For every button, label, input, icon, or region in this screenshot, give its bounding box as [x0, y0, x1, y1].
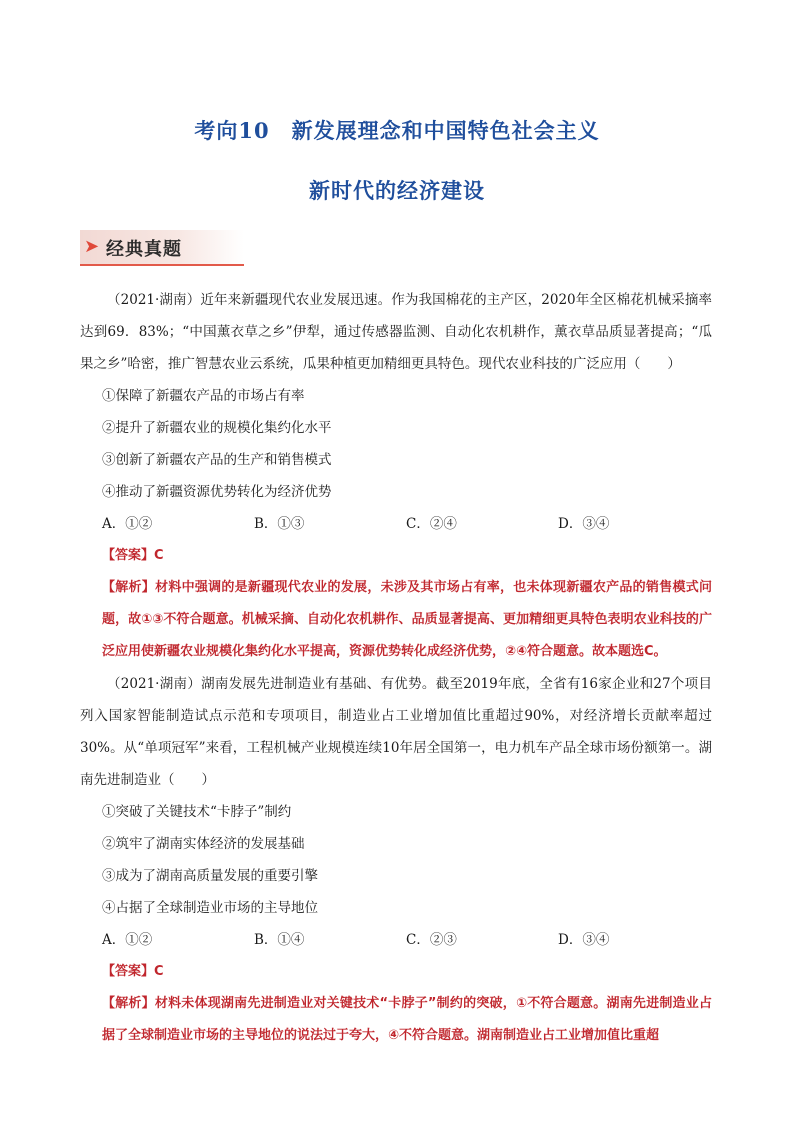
- choice-a: A．①②: [102, 932, 153, 948]
- question-1-stem: （2021·湖南）近年来新疆现代农业发展迅速。作为我国棉花的主产区，2020年全区棉花机械采摘率达到69．83%；“中国薰衣草之乡”伊犁，通过传感器监测、自动化农机耕作，薰衣草品质显著提高；“瓜果之乡”哈密，推广智慧农业云系统，瓜果种植更加精细更具特色。现代农业科技的广泛应用（ ）: [80, 292, 712, 372]
- question-1-analysis: [80, 572, 712, 668]
- arrow-icon: ➤: [84, 236, 100, 257]
- choice-a: A．①②: [102, 516, 153, 532]
- question-1-option-2: ②提升了新疆农业的规模化集约化水平: [102, 420, 332, 436]
- question-2-option-4: ④占据了全球制造业市场的主导地位: [102, 900, 318, 916]
- choice-b: B．①③: [254, 516, 305, 532]
- question-1-option-3: ③创新了新疆农产品的生产和销售模式: [102, 452, 332, 468]
- question-2-option-1: ①突破了关键技术“卡脖子”制约: [102, 804, 292, 820]
- document-body: [80, 284, 712, 1052]
- question-1-choices: [80, 508, 712, 540]
- question-1-answer: 【答案】C: [102, 548, 164, 563]
- question-2-stem: （2021·湖南）湖南发展先进制造业有基础、有优势。截至2019年底，全省有16家企业和27个项目列入国家智能制造试点示范和专项项目，制造业占工业增加值比重超过90%，对经济增长贡献率超过30%。从“单项冠军”来看，工程机械产业规模连续10年居全国第一，电力机车产品全球市场份额第一。湖南先进制造业（ ）: [80, 676, 712, 788]
- question-2-option-2: ②筑牢了湖南实体经济的发展基础: [102, 836, 305, 852]
- page-subtitle: 新时代的经济建设: [309, 178, 485, 203]
- choice-d: D．③④: [558, 516, 610, 532]
- choice-c: C．②④: [406, 516, 457, 532]
- section-banner: [80, 230, 244, 266]
- question-1-option-4: ④推动了新疆资源优势转化为经济优势: [102, 484, 332, 500]
- choice-d: D．③④: [558, 932, 610, 948]
- choice-b: B．①④: [254, 932, 305, 948]
- page-title: 考向10 新发展理念和中国特色社会主义: [194, 118, 600, 143]
- question-1-option-1: ①保障了新疆农产品的市场占有率: [102, 388, 305, 404]
- question-2-analysis: [80, 988, 712, 1052]
- analysis-text: 【解析】材料中强调的是新疆现代农业的发展，未涉及其市场占有率，也未体现新疆农产品的销售模式问题，故①③不符合题意。机械采摘、自动化农机耕作、品质显著提高、更加精细更具特色表明农业科技的广泛应用使新疆农业规模化集约化水平提高，资源优势转化成经济优势，②④符合题意。故本题选C。: [102, 580, 712, 659]
- choice-c: C．②③: [406, 932, 457, 948]
- question-2-choices: [80, 924, 712, 956]
- section-label: 经典真题: [106, 239, 182, 260]
- analysis-text: 【解析】材料未体现湖南先进制造业对关键技术“卡脖子”制约的突破，①不符合题意。湖南先进制造业占据了全球制造业市场的主导地位的说法过于夸大，④不符合题意。湖南制造业占工业增加值比重超: [102, 996, 712, 1043]
- question-2-option-3: ③成为了湖南高质量发展的重要引擎: [102, 868, 318, 884]
- question-2-answer: 【答案】C: [102, 964, 164, 979]
